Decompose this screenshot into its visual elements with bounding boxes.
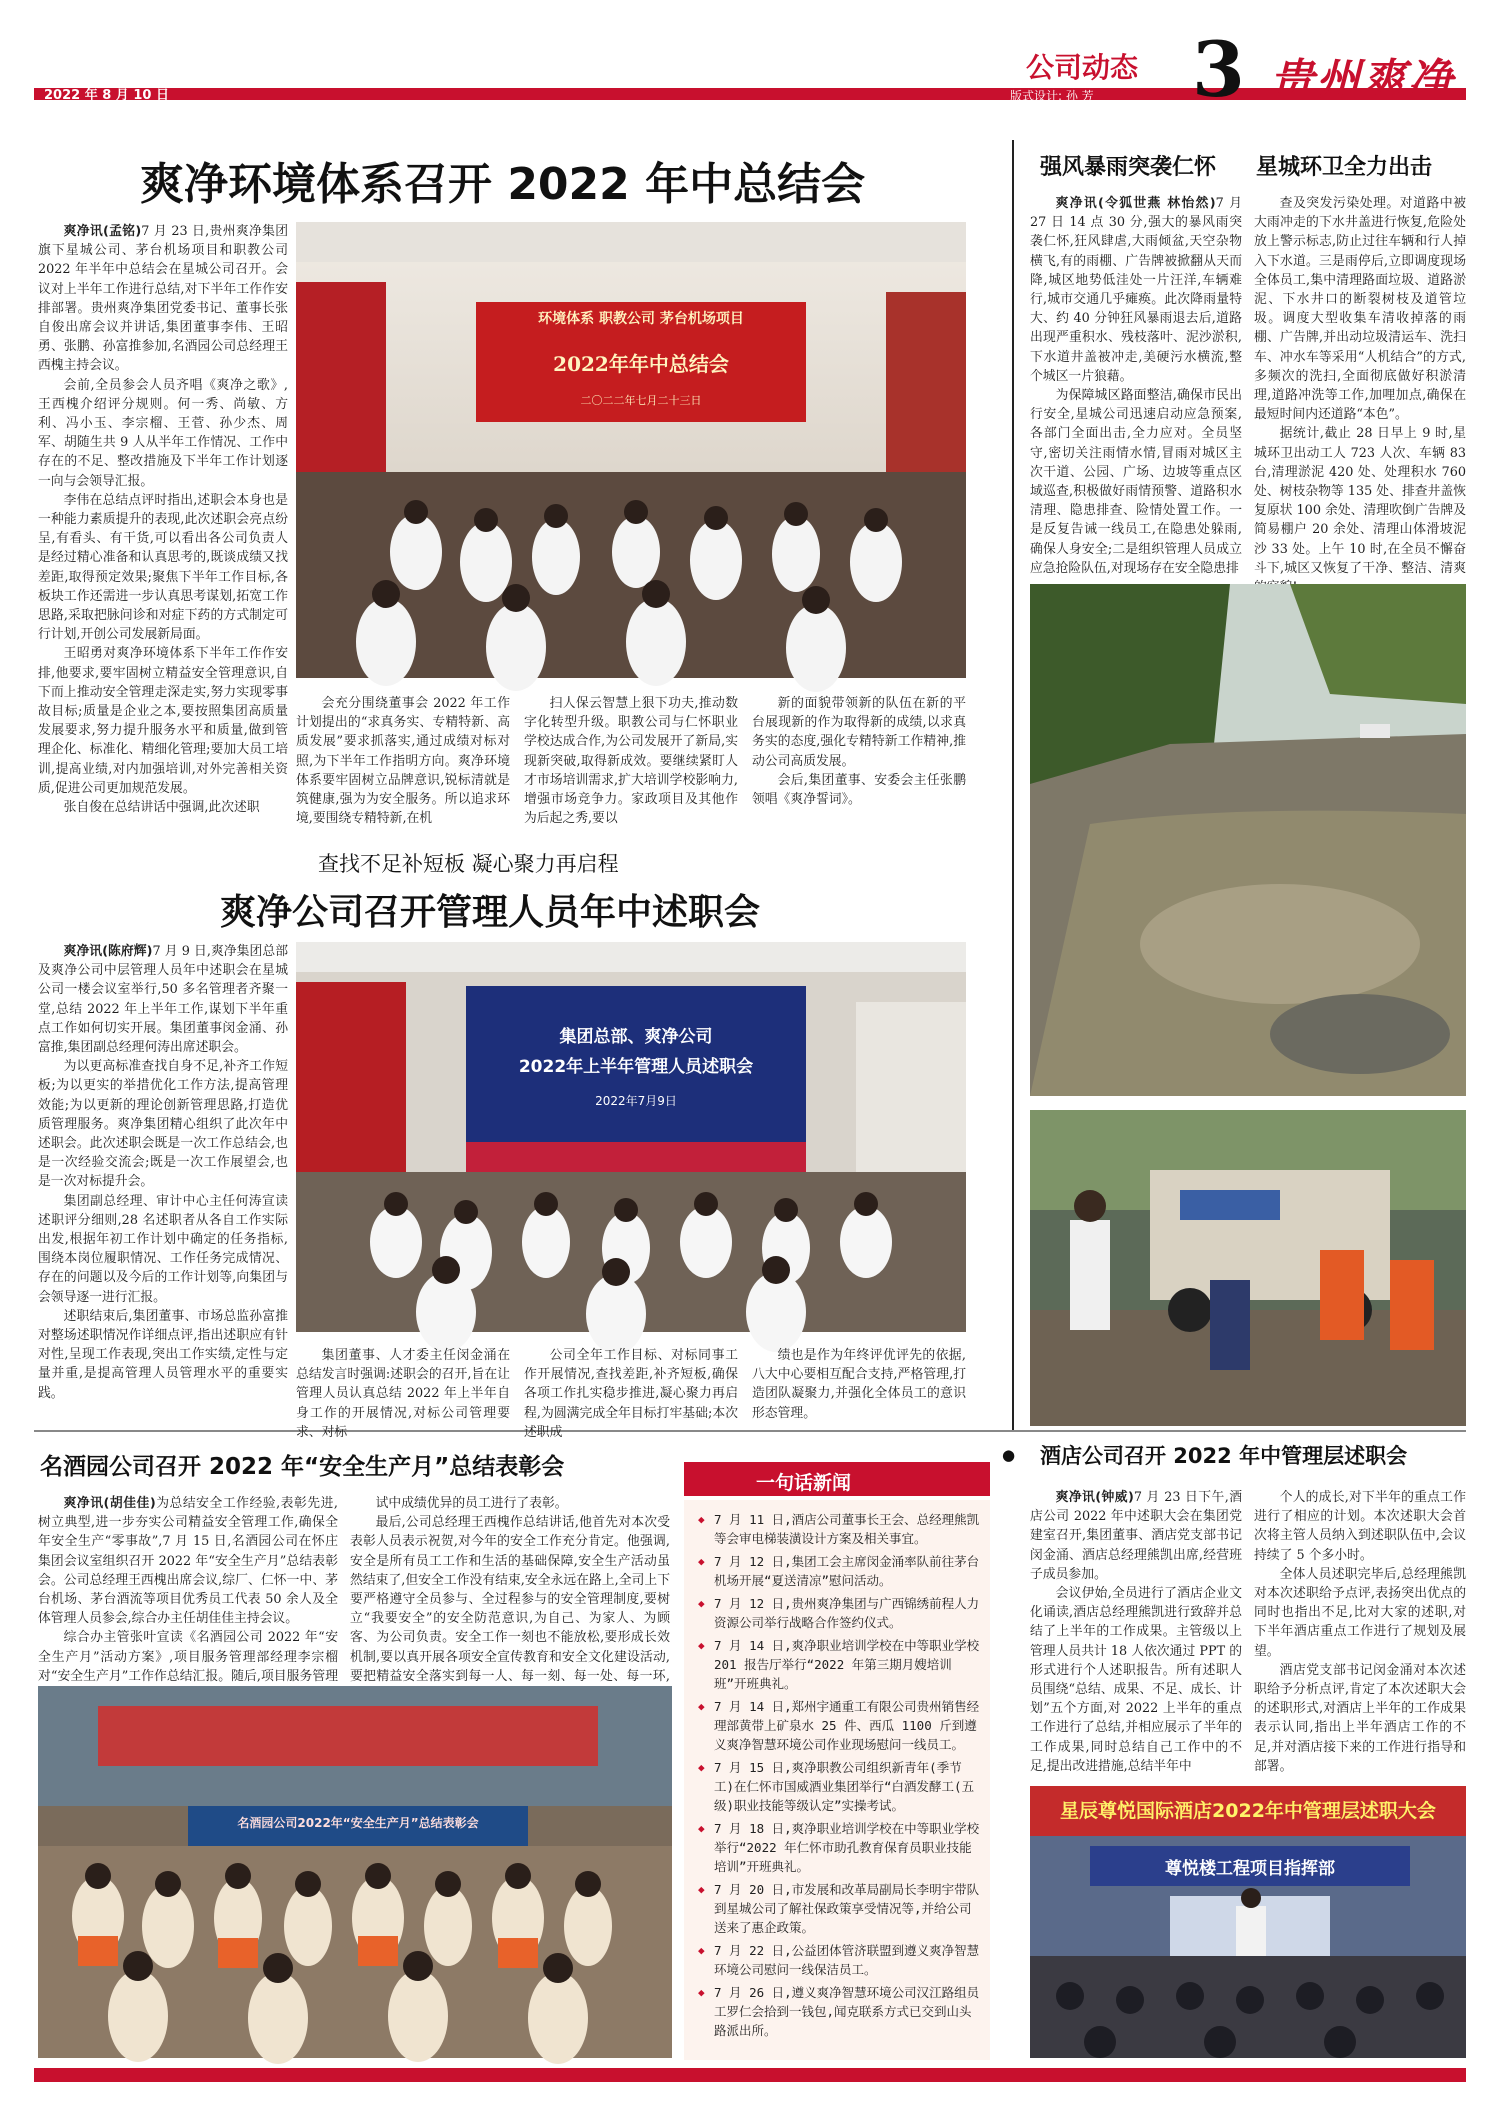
news-item: ◆ 7 月 20 日,市发展和改革局副局长李明宇带队到星城公司了解社保政策享受情况等,并给公司送来了惠企政策。 <box>698 1880 980 1937</box>
flooded-street-photo <box>1030 584 1466 1096</box>
photo2-date: 2022年7月9日 <box>595 1094 677 1108</box>
photo2-title-line2: 2022年上半年管理人员述职会 <box>518 1057 754 1077</box>
cleanup-photo <box>1030 1110 1466 1426</box>
article2-col2: 集团董事、人才委主任闵金涌在总结发言时强调:述职会的召开,旨在让管理人员认真总结 2022 年上半年自身工作的开展情况,对标公司管理要求、对标 <box>296 1348 510 1440</box>
article2-col1: 爽净讯(陈府辉)7 月 9 日,爽净集团总部及爽净公司中层管理人员年中述职会在星城公司一楼会议室举行,50 多名管理者齐聚一堂,总结 2022 年上半年工作,谋划下半年重点工作如何切实开展。集团董事闵金涌、孙富推,集团副总经理何涛出席述职会。 为以更高标准查找自身不足,补齐工作短板;为以更实的举措优化工作方法,提高管理效能;为以更新的理论创新管理思路,打造优质管理服务。爽净集团精心组织了此次年中述职会。此次述职会既是一次工作总结会,也是一次经验交流会;既是一次工作展望会,也是一次对标提升会。 集团副总经理、审计中心主任何涛宣读述职评分细则,28 名述职者从各自工作实际出发,根据年初工作计划中确定的任务指标,围绕本岗位履职情况、工作任务完成情况、存在的问题以及今后的工作计划等,向集团与会领导逐一进行汇报。 述职结束后,集团董事、市场总监孙富推对整场述职情况作详细点评,指出述职应有针对性,呈现工作表现,突出工作实绩,定性与定量并重,是提高管理人员管理水平的重要实践。 <box>38 944 288 1401</box>
news-item: ◆ 7 月 15 日,爽净职教公司组织新青年(季节工)在仁怀市国威酒业集团举行“白酒发酵工(五级)职业技能等级认定”实操考试。 <box>698 1758 980 1815</box>
meeting-photo-1 <box>296 222 966 678</box>
article3-title: 名酒园公司召开 2022 年“安全生产月”总结表彰会 <box>40 1454 565 1480</box>
news-item: ◆ 7 月 12 日,贵州爽净集团与广西锦绣前程人力资源公司举行战略合作签约仪式。 <box>698 1594 980 1632</box>
news-item: ◆ 7 月 11 日,酒店公司董事长王会、总经理熊凯等会审电梯装潢设计方案及相关事宜。 <box>698 1510 980 1548</box>
layout-designer: 版式设计: 孙 芳 <box>1010 89 1094 103</box>
article3-col1: 爽净讯(胡佳佳)为总结安全工作经验,表彰先进,树立典型,进一步夯实公司精益安全管理工作,确保全年安全生产“零事故”,7 月 15 日,名酒园公司在怀庄集团会议室组织召开 2022 年“安全生产月”总结表彰会。公司总经理王西槐出席会议,综厂、仁怀一中、茅台机场、茅台酒流等项目优秀员工代表 50 余人及全体管理人员参会,综合办主任胡佳佳主持会议。 综合办主管张叶宣读《名酒园公司 2022 年“安全生产月”活动方案》,项目服务管理部经理李宗榴对“安全生产月”工作作总结汇报。随后,项目服务管理 <box>38 1496 339 1684</box>
news-heading: 一句话新闻 <box>684 1462 990 1496</box>
article2-title: 爽净公司召开管理人员年中述职会 <box>220 892 761 933</box>
article1-title: 爽净环境体系召开 2022 年中总结会 <box>140 159 866 210</box>
article1-col2: 会充分围绕董事会 2022 年工作计划提出的“求真务实、专精特新、高质发展”要求抓落实,通过成绩对标对照,为下半年工作指明方向。爽净环境体系要牢固树立品牌意识,锐标清就是筑健康,强为为安全服务。所以追求环境,要围绕专精特新,在机 <box>296 696 510 827</box>
photo1-banner-text: 环境体系 职教公司 茅台机场项目 <box>538 311 744 327</box>
article2-byline: 爽净讯(陈府辉) <box>63 944 153 959</box>
article5-col2: 个人的成长,对下半年的重点工作进行了相应的计划。本次述职大会首次将主管人员纳入到述职队伍中,会议持续了 5 个多小时。 全体人员述职完毕后,总经理熊凯对本次述职给予点评,表扬突出优点的同时也指出不足,比对大家的述职,对下半年酒店重点工作进行了规划及展望。 酒店党支部书记闵金涌对本次述职给予分析点评,肯定了本次述职大会的述职形式,对酒店上半年的工作成果表示认同,指出上半年酒店工作的不足,并对酒店接下来的工作进行指导和部署。 <box>1254 1490 1466 1774</box>
article1-col3: 扫人保云智慧上狠下功夫,推动数字化转型升级。职教公司与仁怀职业学校达成合作,为公司发展开了新局,实现新突破,取得新成效。要继续紧盯人才市场培训需求,扩大培训学校影响力,增强市场竞争力。家政项目及其他作为后起之秀,要以 <box>524 696 738 827</box>
header-bar <box>34 88 1466 103</box>
photo1-date-text: 二〇二二年七月二十三日 <box>580 394 702 407</box>
photo2-title-line1: 集团总部、爽净公司 <box>559 1027 713 1047</box>
article1-col1: 爽净讯(孟铭)7 月 23 日,贵州爽净集团旗下星城公司、茅台机场项目和职教公司 2022 年半年中总结会在星城公司召开。会议对上半年工作进行总结,对下半年工作作安排部署。贵州爽净集团党委书记、董事长张自俊出席会议并讲话,集团董事李伟、王昭勇、张鹏、孙富推参加,名酒园公司总经理王西槐主持会议。 会前,全员参会人员齐唱《爽净之歌》,王西槐介绍评分规则。何一秀、尚敏、方利、冯小玉、李宗榴、王菅、孙少杰、周军、胡随生共 9 人从半年工作情况、工作中存在的不足、整改措施及下半年工作计划逐一向与会领导汇报。 李伟在总结点评时指出,述职会本身也是一种能力素质提升的表现,此次述职会亮点纷呈,有看头、有干货,可以看出各公司负责人是经过精心准备和认真思考的,既谈成绩又找差距,取得预定效果;聚焦下半年工作目标,各板块工作还需进一步认真思考谋划,拓宽工作思路,采取把脉问诊和对症下药的方式制定可行计划,开创公司发展新局面。 王昭勇对爽净环境体系下半年工作作安排,他要求,要牢固树立精益安全管理意识,自下而上推动安全管理走深走实,努力实现零事故目标;质量是企业之本,要按照集团高质量发展要求,努力提升服务水平和质量,做到管理企化、标准化、精细化管理;要加大员工培训,提高业绩,对内加强培训,对外完善相关资质,促进公司更加规范发展。 张自俊在总结讲话中强调,此次述职 <box>38 224 289 816</box>
column-divider <box>1012 140 1014 1430</box>
article5-col1: 爽净讯(钟威)7 月 23 日下午,酒店公司 2022 年中述职大会在集团党建室召开,集团董事、酒店党支部书记闵金涌、酒店总经理熊凯出席,经营班子成员参加。 会议伊始,全员进行了酒店企业文化诵读,酒店总经理熊凯进行致辞并总结了上半年的工作成果。主管级以上管理人员共计 18 人依次通过 PPT 的形式进行个人述职报告。所有述职人员围绕“总结、成果、不足、成长、计划”五个方面,对 2022 上半年的重点工作进行了总结,并相应展示了半年的工作成果,同时总结自己工作中的不足,提出改进措施,总结半年中 <box>1030 1490 1243 1774</box>
hotel-meeting-photo <box>1030 1786 1466 2058</box>
issue-date: 2022 年 8 月 10 日 <box>44 88 169 103</box>
bullet-icon: ● <box>1002 1446 1016 1464</box>
article2-col4: 绩也是作为年终评优评先的依据,八大中心要相互配合支持,严格管理,打造团队凝聚力,并强化全体员工的意识形态管理。 <box>752 1348 966 1421</box>
article5-byline: 爽净讯(钟威) <box>1055 1490 1134 1505</box>
photo5-banner-text: 星辰尊悦国际酒店2022年中管理层述职大会 <box>1060 1800 1436 1822</box>
news-item: ◆ 7 月 14 日,郑州宇通重工有限公司贵州销售经理部黄带上矿泉水 25 件、西瓜 1100 斤到遵义爽净智慧环境公司作业现场慰问一线员工。 <box>698 1697 980 1754</box>
article1-byline: 爽净讯(孟铭) <box>63 224 142 239</box>
news-item: ◆ 7 月 26 日,遵义爽净智慧环境公司汉江路组员工罗仁会拾到一钱包,闻克联系方式已交到山头路派出所。 <box>698 1983 980 2040</box>
safety-meeting-photo <box>38 1686 672 2058</box>
footer-bar <box>34 2068 1466 2082</box>
photo5-sign-text: 尊悦楼工程项目指挥部 <box>1165 1859 1335 1879</box>
article2-kicker: 查找不足补短板 凝心聚力再启程 <box>318 852 619 876</box>
news-item: ◆ 7 月 14 日,爽净职业培训学校在中等职业学校 201 报告厅举行“2022 年第三期月嫂培训班”开班典礼。 <box>698 1636 980 1693</box>
photo3-banner-text: 名酒园公司2022年“安全生产月”总结表彰会 <box>237 1816 479 1830</box>
article4-byline: 爽净讯(令狐世燕 林怡然) <box>1055 196 1216 211</box>
article4-title-b: 星城环卫全力出击 <box>1256 155 1433 180</box>
article1-col4: 新的面貌带领新的队伍在新的平台展现新的作为取得新的成绩,以求真务实的态度,强化专精特新工作精神,推动公司高质发展。 会后,集团董事、安委会主任张鹏领唱《爽净誓词》。 <box>752 696 966 808</box>
photo1-title-text: 2022年年中总结会 <box>553 352 729 376</box>
brand-logo: 贵州爽净 <box>1270 55 1454 106</box>
news-item: ◆ 7 月 12 日,集团工会主席闵金涌率队前往茅台机场开展“夏送清凉”慰问活动。 <box>698 1552 980 1590</box>
article4-col2: 查及突发污染处理。对道路中被大雨冲走的下水井盖进行恢复,危险处放上警示标志,防止过往车辆和行人掉入下水道。三是雨停后,立即调度现场全体员工,集中清理路面垃圾、道路淤泥、下水井口的断裂树枝及道管垃圾。调度大型收集车清收掉落的雨棚、广告牌,并出动垃圾清运车、洗扫车、冲水车等采用“人机结合”的方式,多频次的洗扫,全面彻底做好积淤清理,道路冲洗等工作,加哩加点,确保在最短时间内还道路“本色”。 据统计,截止 28 日早上 9 时,星城环卫出动工人 723 人次、车辆 83 台,清理淤泥 420 处、处理积水 760 处、树枝杂物等 135 处、排查井盖恢复原状 100 余处、清理吹倒广告牌及简易棚户 20 余处、清理山体滑坡泥沙 33 处。上午 10 时,在全员不懈奋斗下,城区又恢复了干净、整洁、清爽 <box>1254 196 1466 576</box>
article3-col2: 试中成绩优异的员工进行了表彰。 最后,公司总经理王西槐作总结讲话,他首先对本次受表彰人员表示祝贺,对今年的安全工作充分肯定。他强调,安全是所有员工工作和生活的基础保障,安全生产活动虽然结束了,但安全工作没有结束,安全永远在路上,全司上下要严格遵守全员参与、全过程参与的安全管理制度,要树立“我要安全”的安全防范意识,为自己、为家人、为顾客、为公司负责。安全工作一刻也不能放松,要形成长效机制,要以真开展各项安全宣传教育和安全文化建设活动,要把精益安全落实到每一人、每一刻、每一处、每一环, <box>350 1496 670 1684</box>
news-item: ◆ 7 月 18 日,爽净职业培训学校在中等职业学校举行“2022 年仁怀市助孔教育保育员职业技能培训”开班典礼。 <box>698 1819 980 1876</box>
page-number: 3 <box>1192 25 1245 114</box>
section-divider <box>34 1430 1466 1432</box>
article4-title-a: 强风暴雨突袭仁怀 <box>1040 155 1217 180</box>
news-list <box>684 1500 990 2060</box>
meeting-photo-2 <box>296 942 966 1332</box>
article3-byline: 爽净讯(胡佳佳) <box>63 1496 156 1511</box>
article2-col3: 公司全年工作目标、对标同事工作开展情况,查找差距,补齐短板,确保各项工作扎实稳步推进,凝心聚力再启程,为圆满完成全年目标打牢基础;本次述职成 <box>524 1348 738 1440</box>
article5-title: 酒店公司召开 2022 年中管理层述职会 <box>1040 1444 1408 1468</box>
news-item: ◆ 7 月 22 日,公益团体管济联盟到遵义爽净智慧环境公司慰问一线保洁员工。 <box>698 1941 980 1979</box>
section-title: 公司动态 <box>1026 51 1139 84</box>
article4-col1: 爽净讯(令狐世燕 林怡然)7 月 27 日 14 点 30 分,强大的暴风雨突袭仁怀,狂风肆虐,大雨倾盆,天空杂物横飞,有的雨棚、广告牌被掀翻从天而降,城区地势低洼处一片汪洋,车辆难行,城市交通几乎瘫痪。此次降雨量特大、约 40 分钟狂风暴雨退去后,道路出现严重积水、残枝落叶、泥沙淤积,下水道井盖被冲走,美硬污水横流,整个城区一片狼藉。 为保障城区路面整洁,确保市民出行安全,星城公司迅速启动应急预案,各部门全面出击,全力应对。全员坚守,密切关注雨情水情,冒雨对城区主次干道、公园、广场、边坡等重点区域巡查,积极做好雨情预警、道路积水清理、隐患排查、险情处置工作。一是反复告诫一线员工,在隐患处躲雨,确保人身安全;二是组织管理人员成立应急抢险队伍,对现场存在安全隐患排 <box>1030 196 1242 576</box>
